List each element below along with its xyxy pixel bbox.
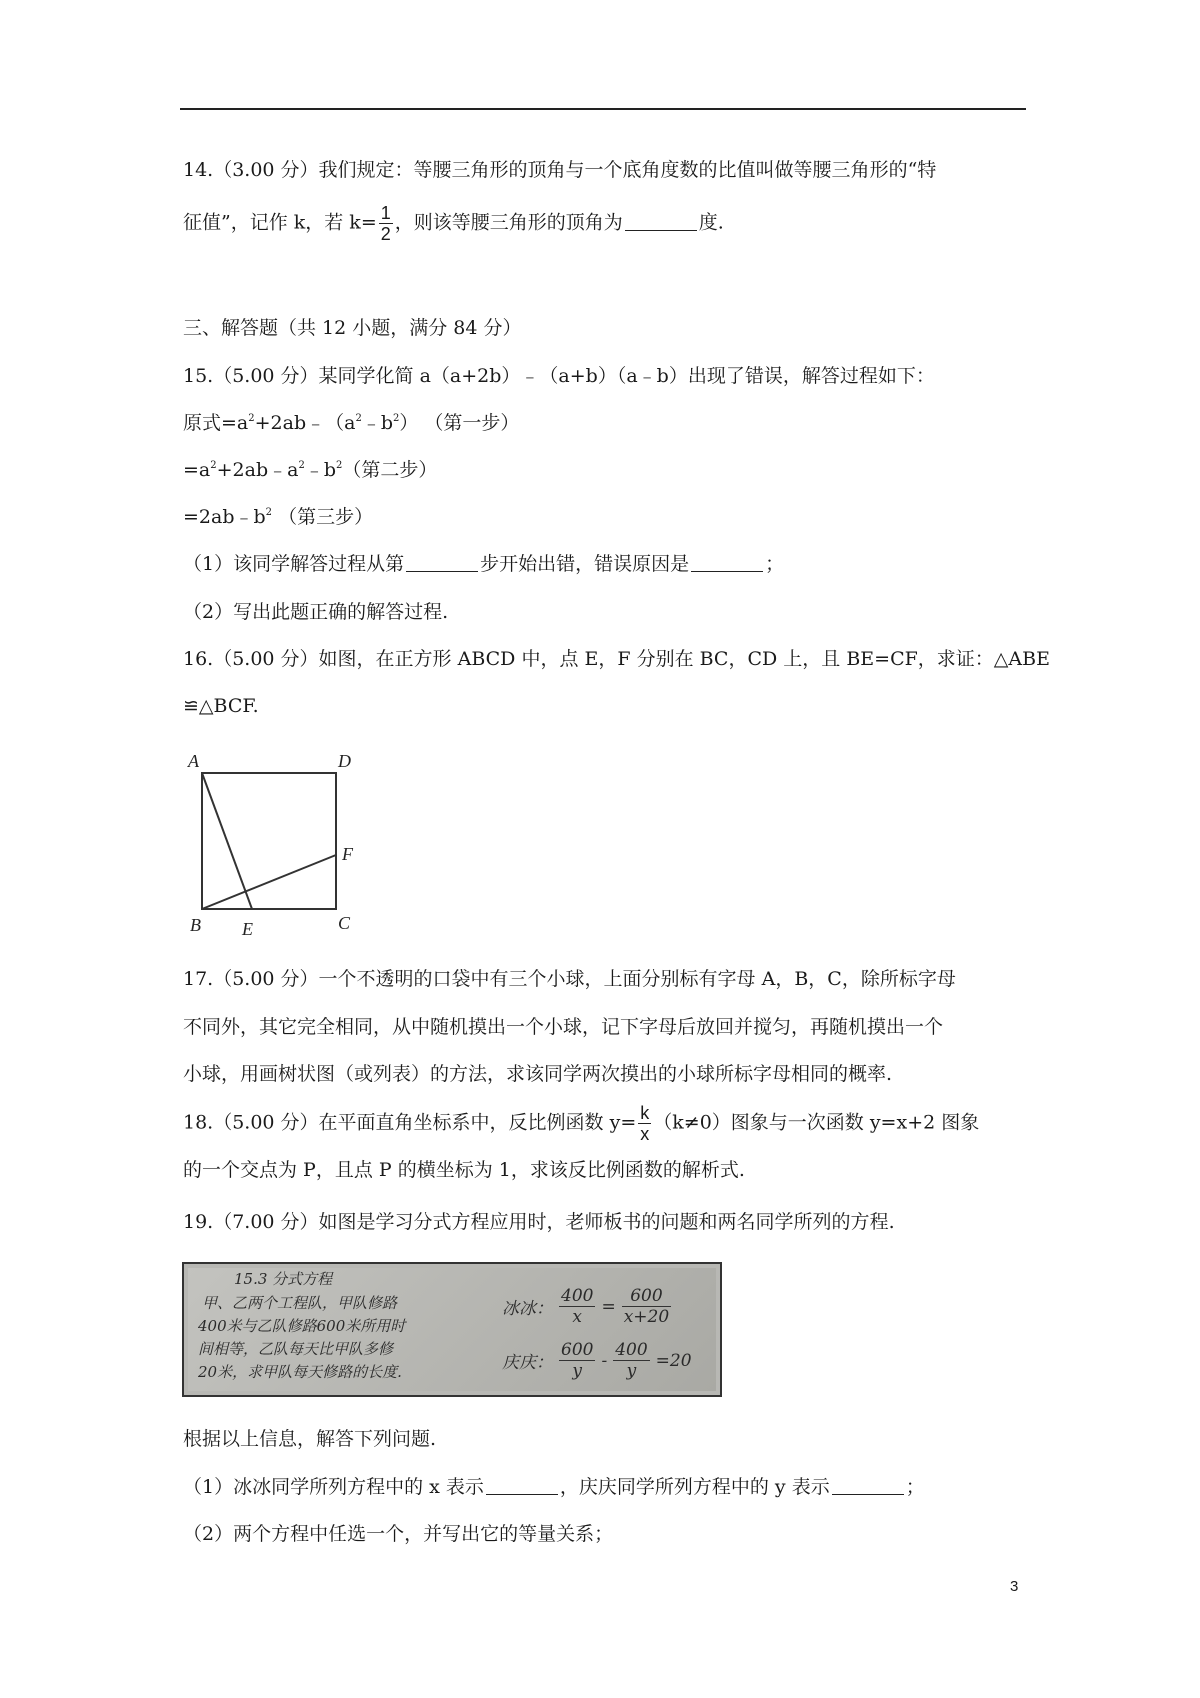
q16-line1: 16.（5.00 分）如图，在正方形 ABCD 中，点 E，F 分别在 BC，CD 上，且 BE=CF，求证：△ABE bbox=[183, 648, 1050, 670]
board-line-4: 20米，求甲队每天修路的长度. bbox=[198, 1363, 402, 1381]
label-e: E bbox=[242, 919, 253, 938]
q15-sub2: （2）写出此题正确的解答过程. bbox=[183, 601, 449, 623]
q15-step2: $=a^2+2ab﹣a^2﹣b^2$（第二步） bbox=[183, 459, 438, 481]
q16-line2: ≌△BCF. bbox=[183, 695, 259, 717]
page-number: 3 bbox=[1010, 1578, 1019, 1595]
board-line-1: 甲、乙两个工程队，甲队修路 bbox=[202, 1294, 398, 1312]
label-a: A bbox=[188, 751, 199, 771]
blackboard-image bbox=[182, 1262, 722, 1397]
board-line-2: 400米与乙队修路600米所用时 bbox=[198, 1317, 406, 1335]
q15-step-blank bbox=[406, 553, 478, 572]
segment-ae bbox=[202, 773, 252, 909]
square-abcd-figure bbox=[182, 748, 362, 938]
board-title: 15.3 分式方程 bbox=[234, 1270, 333, 1288]
board-qingqing-equation: 庆庆： $\frac{600}{y}$ - $\frac{400}{y}$ =20 bbox=[502, 1340, 692, 1381]
board-line-3: 间相等，乙队每天比甲队多修 bbox=[198, 1340, 394, 1358]
label-d: D bbox=[338, 751, 351, 771]
label-f: F bbox=[342, 844, 353, 864]
q19-line1: 19.（7.00 分）如图是学习分式方程应用时，老师板书的问题和两名同学所列的方程. bbox=[183, 1211, 895, 1233]
q18-fraction: $\frac{k}{x}$ bbox=[640, 1103, 650, 1144]
q17-line2: 不同外，其它完全相同，从中随机摸出一个小球，记下字母后放回并搅匀，再随机摸出一个 bbox=[183, 1016, 944, 1038]
q19-y-blank bbox=[832, 1476, 904, 1495]
q15-reason-blank bbox=[691, 553, 763, 572]
section-3-heading: 三、解答题（共 12 小题，满分 84 分） bbox=[183, 317, 522, 339]
q18-line2: 的一个交点为 P，且点 P 的横坐标为 1，求该反比例函数的解析式. bbox=[183, 1159, 745, 1181]
board-bingbing-equation: 冰冰： $\frac{400}{x}$ = $\frac{600}{x+20}$ bbox=[502, 1286, 670, 1327]
q14-fraction: $\frac{1}{2}$ bbox=[380, 203, 391, 244]
q15-step3: $=2ab﹣b^2$ （第三步） bbox=[183, 506, 374, 528]
q14-line1: 14.（3.00 分）我们规定：等腰三角形的顶角与一个底角度数的比值叫做等腰三角形的“特 bbox=[183, 159, 937, 181]
q14-line2: 征值”，记作 k，若 k= $\frac{1}{2}$ ，则该等腰三角形的顶角为 度. bbox=[183, 203, 724, 244]
q15-step1: 原式$=a^2+2ab﹣(a^2﹣b^2)$ （第一步） bbox=[183, 412, 520, 434]
q17-line3: 小球，用画树状图（或列表）的方法，求该同学两次摸出的小球所标字母相同的概率. bbox=[183, 1063, 893, 1085]
q18-line1: 18.（5.00 分）在平面直角坐标系中，反比例函数 y= $\frac{k}{x}$ （k≠0）图象与一次函数 y=x+2 图象 bbox=[183, 1103, 980, 1144]
label-c: C bbox=[338, 913, 351, 933]
q19-sub2: （2）两个方程中任选一个，并写出它的等量关系； bbox=[183, 1523, 614, 1545]
label-b: B bbox=[190, 915, 201, 935]
q14-answer-blank bbox=[625, 212, 697, 231]
header-rule bbox=[180, 108, 1026, 110]
square-outline bbox=[202, 773, 336, 909]
q19-x-blank bbox=[486, 1476, 558, 1495]
q17-line1: 17.（5.00 分）一个不透明的口袋中有三个小球，上面分别标有字母 A，B，C，除所标字母 bbox=[183, 968, 956, 990]
q15-sub1: （1）该同学解答过程从第 步开始出错，错误原因是 ； bbox=[183, 553, 785, 575]
q19-after: 根据以上信息，解答下列问题. bbox=[183, 1428, 437, 1450]
q19-sub1: （1）冰冰同学所列方程中的 x 表示 ，庆庆同学所列方程中的 y 表示 ； bbox=[183, 1476, 925, 1498]
q15-line1: 15.（5.00 分）某同学化简 a（a+2b）﹣（a+b）（a﹣b）出现了错误，解答过程如下： bbox=[183, 365, 935, 387]
segment-bf bbox=[202, 855, 336, 909]
